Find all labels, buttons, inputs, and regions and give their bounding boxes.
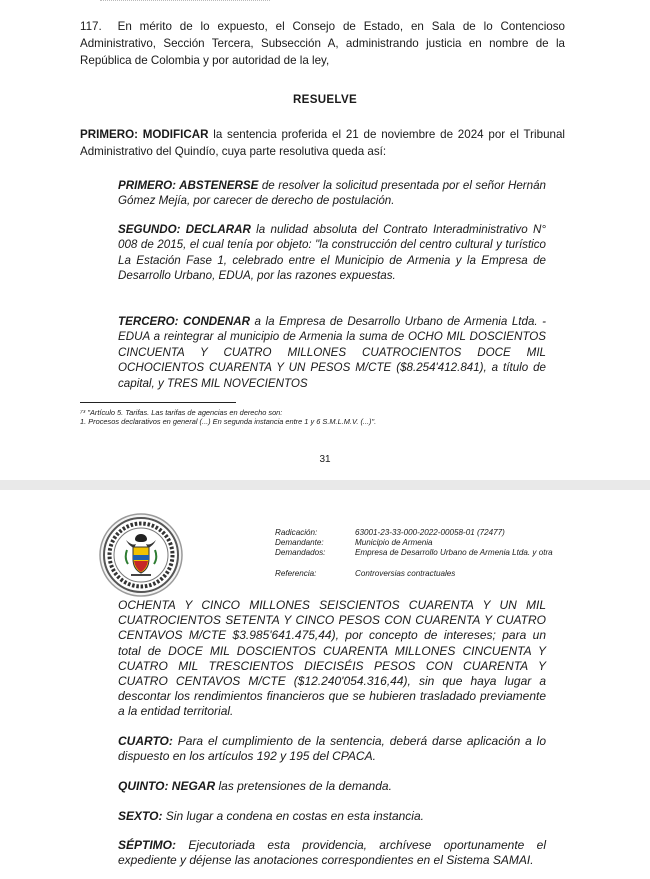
header-label: Radicación: xyxy=(275,528,318,537)
resuelve-heading: RESUELVE xyxy=(292,93,358,106)
quote-segundo-text: la nulidad absoluta del Contrato Interadministrativo N° 008 de 2015, el cual tenía por objeto: "la construcción del centro cultural y turístico La Estación Fase 1, celebrado entre el Municipio de Armenia y la Empresa de Desarrollo Urbano, EDUA, por las razones expuestas. xyxy=(118,223,546,283)
resolution-quinto xyxy=(118,778,546,795)
quote-primero-label: PRIMERO: ABSTENERSE xyxy=(118,179,259,192)
resolution-cuarto xyxy=(118,734,546,764)
paragraph-text: En mérito de lo expuesto, el Consejo de Estado, en Sala de lo Contencioso Administrativo, Sección Tercera, Subsección A, administrando justicia en nombre de la República de Colombia y por autoridad de la ley, xyxy=(80,20,565,68)
header-row-demandados xyxy=(275,548,575,569)
case-header xyxy=(275,528,575,579)
sexto-label: SEXTO: xyxy=(118,809,163,823)
header-row-referencia xyxy=(275,569,575,579)
sexto-text: Sin lugar a condena en costas en esta instancia. xyxy=(162,809,424,823)
header-value: Municipio de Armenia xyxy=(355,538,433,547)
quote-primero-text: de resolver la solicitud presentada por el señor Hernán Gómez Mejía, por carecer de derecho de postulación. xyxy=(118,179,546,208)
consejo-de-estado-seal-icon xyxy=(98,512,184,598)
septimo-label: SÉPTIMO: xyxy=(118,838,177,852)
primero-bold-label: PRIMERO: MODIFICAR xyxy=(80,128,209,141)
header-value: Controversias contractuales xyxy=(355,569,456,578)
quinto-text: las pretensiones de la demanda. xyxy=(215,779,392,793)
septimo-text: Ejecutoriada esta providencia, archívese oportunamente el expediente y déjense las anotaciones correspondientes en el Sistema SAMAI. xyxy=(118,838,546,867)
quote-tercero-label: TERCERO: CONDENAR xyxy=(118,315,251,328)
header-value: 63001-23-33-000-2022-00058-01 (72477) xyxy=(355,528,505,537)
header-label: Referencia: xyxy=(275,569,317,578)
quote-segundo-label: SEGUNDO: DECLARAR xyxy=(118,223,251,236)
cuarto-text: Para el cumplimiento de la sentencia, deberá darse aplicación a lo dispuesto en los artículos 192 y 195 del CPACA. xyxy=(118,734,546,764)
resolution-septimo xyxy=(118,838,546,868)
header-label: Demandante: xyxy=(275,538,324,547)
footnote-separator xyxy=(80,402,236,403)
quote-segundo xyxy=(118,222,546,284)
cropped-text-fragment xyxy=(100,0,270,1)
header-row-radicacion xyxy=(275,528,575,538)
quinto-label: QUINTO: NEGAR xyxy=(118,779,216,793)
paragraph-117 xyxy=(80,18,565,70)
quote-primero xyxy=(118,178,546,209)
resolution-sexto xyxy=(118,808,546,825)
primero-text: la sentencia proferida el 21 de noviembre de 2024 por el Tribunal Administrativo del Quindío, cuya parte resolutiva queda así: xyxy=(80,128,565,159)
page-number: 31 xyxy=(319,454,331,465)
quote-tercero xyxy=(118,314,546,391)
paragraph-number: 117. xyxy=(80,20,102,33)
header-row-demandante xyxy=(275,538,575,548)
document-page-32 xyxy=(0,490,650,879)
quote-tercero-text: a la Empresa de Desarrollo Urbano de Armenia Ltda. -EDUA a reintegrar al municipio de Armenia la suma de OCHO MIL DOSCIENTOS CINCUENTA Y CUATRO MILLONES CUATROCIENTOS DOCE MIL OCHOCIENTOS CUARENTA Y UN PESOS M/CTE ($8.254'412.841), a título de capital, y TRES MIL NOVECIENTOS xyxy=(118,315,546,390)
resolution-primero xyxy=(80,126,565,160)
tercero-continuation: OCHENTA Y CINCO MILLONES SEISCIENTOS CUARENTA Y UN MIL CUATROCIENTOS SETENTA Y CINCO PESOS CON CUARENTA Y CUATRO CENTAVOS M/CTE $3.985'641.475,44), por concepto de intereses; para un total de DOCE MIL DOSCIENTOS CUARENTA MILLONES CINCUENTA Y CUATRO MIL TRESCIENTOS DIECISÉIS PESOS CON CUARENTA Y CUATRO CENTAVOS M/CTE ($12.240'054.316,44), sin que haya lugar a descontar los rendimientos financieros que se hubieren trasladado previamente a la entidad territorial. xyxy=(118,598,546,719)
header-value: Empresa de Desarrollo Urbano de Armenia Ltda. y otra xyxy=(355,548,553,557)
footnote-line-2: 1. Procesos declarativos en general (...) En segunda instancia entre 1 y 6 S.M.L.M.V. (...)". xyxy=(80,417,377,426)
footnote xyxy=(80,408,570,426)
footnote-line-1: ⁷³ "Artículo 5. Tarifas. Las tarifas de agencias en derecho son: xyxy=(80,408,283,417)
header-label: Demandados: xyxy=(275,548,326,557)
cuarto-label: CUARTO: xyxy=(118,734,173,748)
